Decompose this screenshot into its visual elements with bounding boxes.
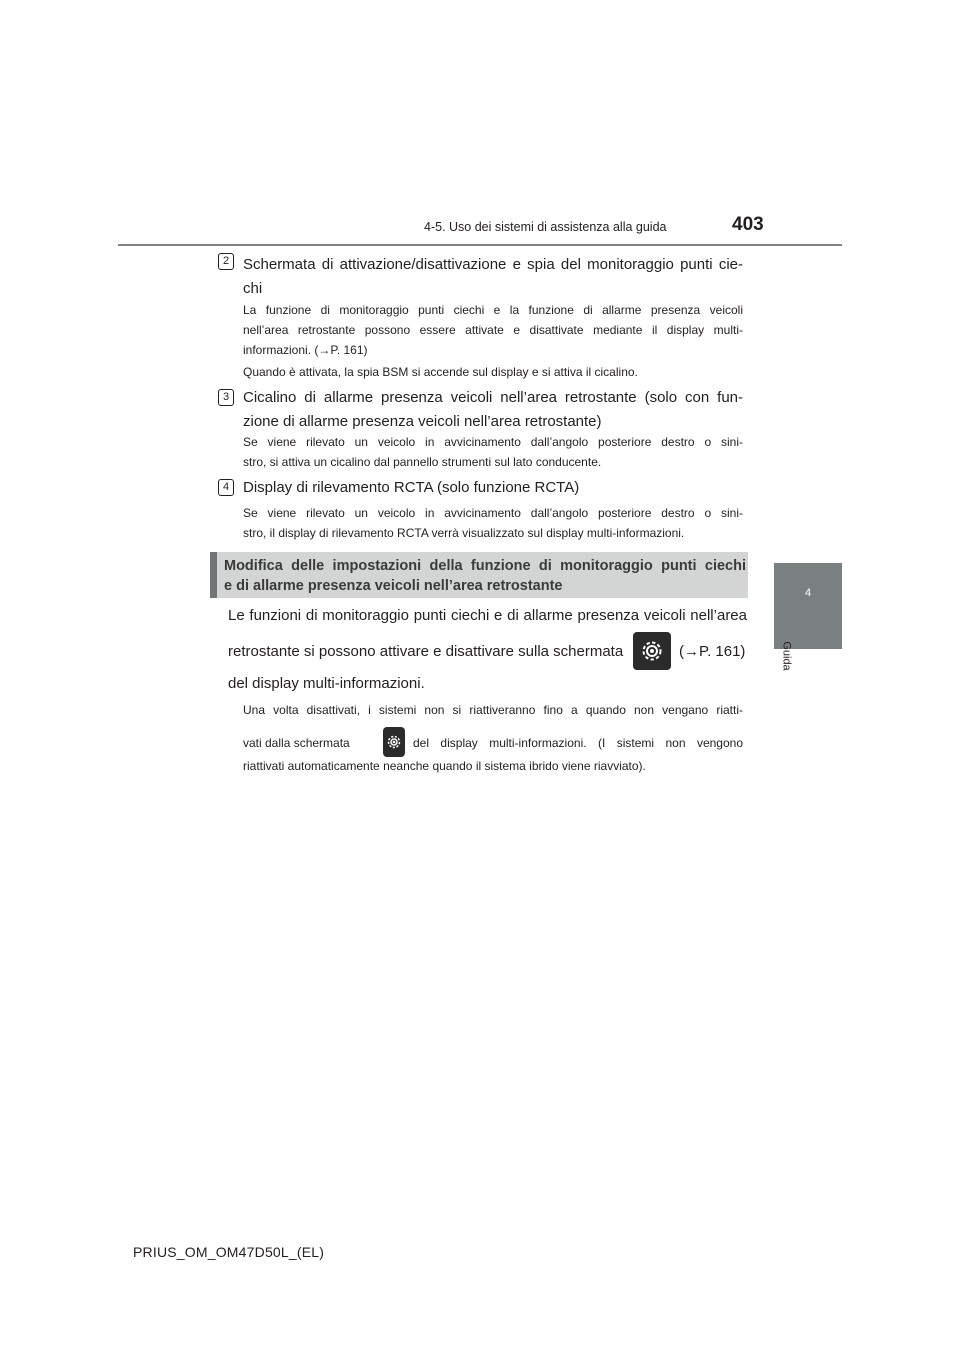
body-text-line: del display multi-informazioni.: [228, 675, 425, 692]
body-text-line: Le funzioni di monitoraggio punti ciechi e di allarme presenza veicoli nell’area: [228, 607, 747, 624]
item-title-line: Display di rilevamento RCTA (solo funzione RCTA): [243, 479, 580, 496]
section-title: [224, 556, 746, 596]
item-number-badge: 4: [218, 479, 234, 496]
item-note-line: Se viene rilevato un veicolo in avvicinamento dall’angolo posteriore destro o sini-: [243, 506, 743, 520]
header-divider: [118, 244, 842, 246]
note-text-line: Una volta disattivati, i sistemi non si riattiveranno fino a quando non vengano riatti-: [243, 703, 743, 717]
item-note: [243, 503, 743, 543]
note-text-line: vati dalla schermata: [243, 736, 350, 750]
item-note-line: stro, il display di rilevamento RCTA verrà visualizzato sul display multi-informazioni.: [243, 526, 685, 540]
gear-icon: [633, 632, 671, 670]
section-title-line: e di allarme presenza veicoli nell’area retrostante: [224, 578, 563, 594]
item-title-line: Schermata di attivazione/disattivazione e spia del monitoraggio punti cie-: [243, 256, 743, 273]
item-note-line: stro, si attiva un cicalino dal pannello strumenti sul lato conducente.: [243, 455, 602, 469]
item-note-line: informazioni. (→P. 161): [243, 343, 368, 357]
item-title: [243, 253, 743, 301]
note-text-line: riattivati automaticamente neanche quando il sistema ibrido viene riavviato).: [243, 759, 646, 773]
section-banner: [210, 552, 748, 598]
chapter-label: [780, 638, 806, 678]
item-note-line: Se viene rilevato un veicolo in avvicinamento dall’angolo posteriore destro o sini-: [243, 435, 743, 449]
gear-icon: [383, 727, 405, 757]
page-number: 403: [732, 214, 764, 235]
item-note: Quando è attivata, la spia BSM si accende sul display e si attiva il cicalino.: [243, 365, 638, 379]
body-text-line: (→P. 161): [679, 643, 746, 660]
footer-document-code: PRIUS_OM_OM47D50L_(EL): [133, 1244, 325, 1260]
settings-gear-icon: [383, 727, 405, 757]
section-title-line: Modifica delle impostazioni della funzione di monitoraggio punti ciechi: [224, 558, 746, 574]
item-title-line: chi: [243, 280, 263, 297]
item-title-line: zione di allarme presenza veicoli nell’area retrostante): [243, 413, 602, 430]
item-title: [243, 476, 743, 500]
settings-gear-icon: [633, 632, 671, 670]
item-note-line: La funzione di monitoraggio punti ciechi e la funzione di allarme presenza veicoli: [243, 303, 743, 317]
item-note: [243, 300, 743, 360]
chapter-label-text: Guida: [780, 641, 793, 671]
item-number-badge: 3: [218, 389, 234, 406]
header-section-title: 4-5. Uso dei sistemi di assistenza alla guida: [424, 220, 667, 234]
note-text-line: del display multi-informazioni. (I sistemi non vengono: [413, 736, 743, 750]
chapter-tab: [774, 563, 842, 649]
body-text-line: retrostante si possono attivare e disattivare sulla schermata: [228, 643, 624, 660]
item-title: [243, 386, 743, 434]
item-note: [243, 432, 743, 472]
item-number-badge: 2: [218, 253, 234, 270]
chapter-number: 4: [804, 587, 812, 599]
item-note-line: nell’area retrostante possono essere attivate e disattivate mediante il display multi-: [243, 323, 743, 337]
item-title-line: Cicalino di allarme presenza veicoli nell’area retrostante (solo con fun-: [243, 389, 743, 406]
